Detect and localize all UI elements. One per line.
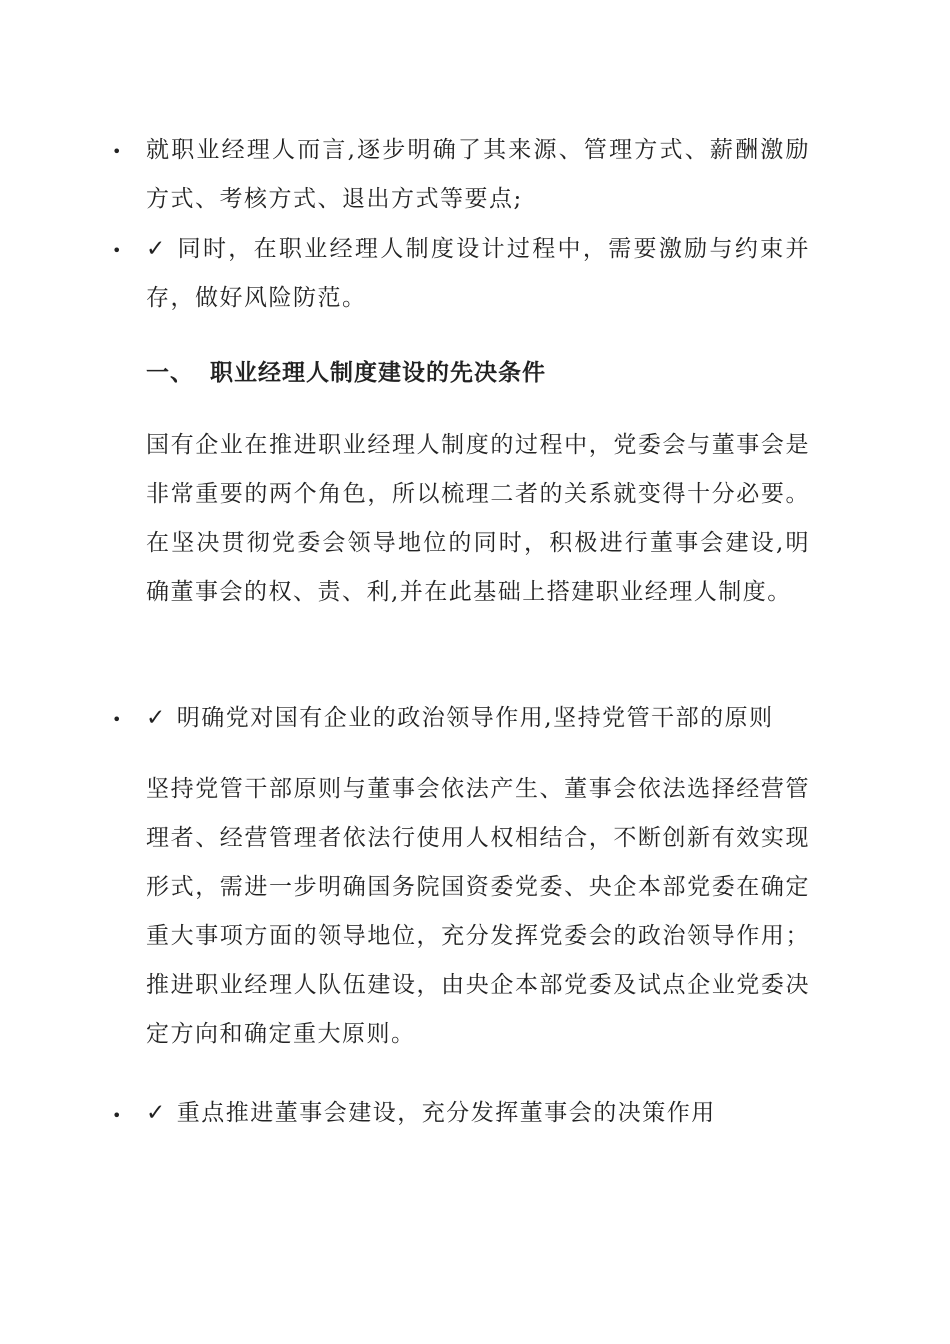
section-heading <box>146 348 810 397</box>
point-1 <box>146 694 810 743</box>
bullet-item-1 <box>146 126 810 224</box>
bullet-marker: • <box>112 1106 122 1125</box>
point-2-text: 重点推进董事会建设，充分发挥董事会的决策作用 <box>176 1100 716 1126</box>
bullet-item-2-text: 同时，在职业经理人制度设计过程中，需要激励与约束并存，做好风险防范。 <box>146 236 810 311</box>
checkmark-icon: ✓ <box>146 1100 167 1126</box>
bullet-marker: • <box>112 241 122 260</box>
section-title: 职业经理人制度建设的先决条件 <box>210 359 546 386</box>
bullet-item-1-text: 就职业经理人而言,逐步明确了其来源、管理方式、薪酬激励方式、考核方式、退出方式等要点; <box>146 137 810 212</box>
point-1-text: 明确党对国有企业的政治领导作用,坚持党管干部的原则 <box>176 705 774 731</box>
checkmark-icon: ✓ <box>146 236 167 262</box>
bullet-marker: • <box>112 142 122 161</box>
paragraph-1: 国有企业在推进职业经理人制度的过程中，党委会与董事会是非常重要的两个角色，所以梳理二者的关系就变得十分必要。在坚决贯彻党委会领导地位的同时，积极进行董事会建设,明确董事会的权、责、利,并在此基础上搭建职业经理人制度。 <box>146 432 810 605</box>
checkmark-icon: ✓ <box>146 705 167 731</box>
bullet-marker: • <box>112 710 122 729</box>
bullet-item-2 <box>146 225 810 323</box>
section-number: 一、 <box>146 359 194 386</box>
paragraph-2: 坚持党管干部原则与董事会依法产生、董事会依法选择经营管理者、经营管理者依法行使用人权相结合，不断创新有效实现形式，需进一步明确国务院国资委党委、央企本部党委在确定重大事项方面的领导地位，充分发挥党委会的政治领导作用；推进职业经理人队伍建设，由央企本部党委及试点企业党委决定方向和确定重大原则。 <box>146 776 810 1047</box>
point-2 <box>146 1089 810 1138</box>
